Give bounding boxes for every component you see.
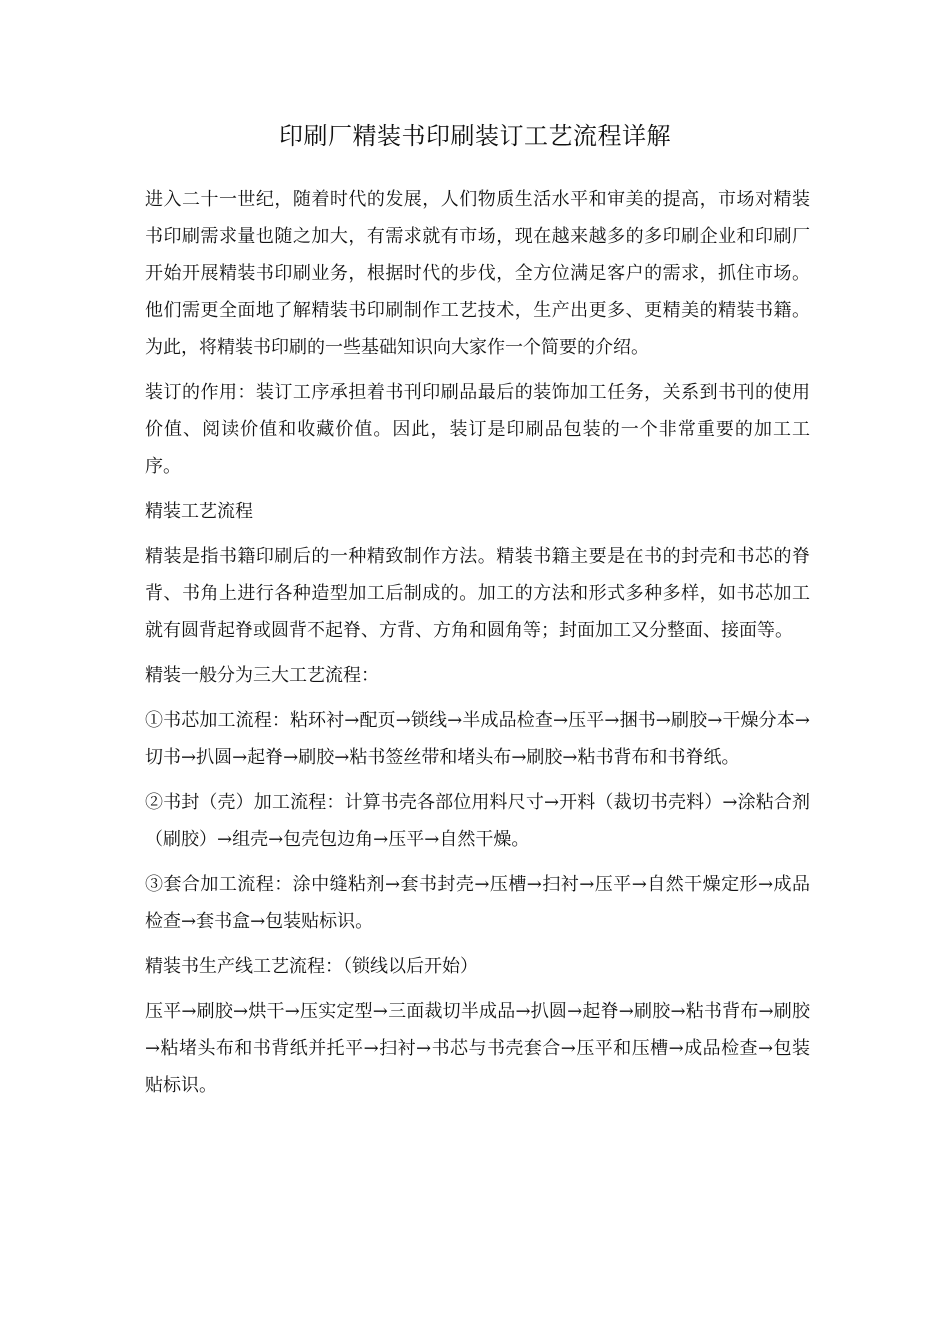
paragraph-intro: 进入二十一世纪，随着时代的发展，人们物质生活水平和审美的提高，市场对精装书印刷需求量也随之加大，有需求就有市场，现在越来越多的多印刷企业和印刷厂开始开展精装书印刷业务，根据时代的步伐，全方位满足客户的需求，抓住市场。他们需更全面地了解精装书印刷制作工艺技术，生产出更多、更精美的精装书籍。为此，将精装书印刷的一些基础知识向大家作一个简要的介绍。 bbox=[145, 189, 810, 358]
section-heading-process: 精装工艺流程 bbox=[145, 501, 253, 522]
paragraph-three-processes: 精装一般分为三大工艺流程： bbox=[145, 665, 379, 686]
paragraph-book-block-process: ①书芯加工流程：粘环衬→配页→锁线→半成品检查→压平→捆书→刷胶→干燥分本→切书→扒圆→起脊→刷胶→粘书签丝带和堵头布→刷胶→粘书背布和书脊纸。 bbox=[145, 710, 810, 768]
document-body bbox=[145, 181, 810, 1112]
paragraph-binding-role: 装订的作用：装订工序承担着书刊印刷品最后的装饰加工任务，关系到书刊的使用价值、阅读价值和收藏价值。因此，装订是印刷品包装的一个非常重要的加工工序。 bbox=[145, 382, 810, 477]
paragraph-production-line-flow: 压平→刷胶→烘干→压实定型→三面裁切半成品→扒圆→起脊→刷胶→粘书背布→刷胶→粘堵头布和书背纸并托平→扫衬→书芯与书壳套合→压平和压槽→成品检查→包装贴标识。 bbox=[145, 1001, 810, 1096]
document-title: 印刷厂精装书印刷装订工艺流程详解 bbox=[279, 122, 671, 150]
paragraph-cover-process: ②书封（壳）加工流程：计算书壳各部位用料尺寸→开料（裁切书壳料）→涂粘合剂（刷胶）→组壳→包壳包边角→压平→自然干燥。 bbox=[145, 792, 810, 850]
paragraph-hardcover-definition: 精装是指书籍印刷后的一种精致制作方法。精装书籍主要是在书的封壳和书芯的脊背、书角上进行各种造型加工后制成的。加工的方法和形式多种多样，如书芯加工就有圆背起脊或圆背不起脊、方背、方角和圆角等；封面加工又分整面、接面等。 bbox=[145, 546, 810, 641]
section-heading-production-line: 精装书生产线工艺流程：（锁线以后开始） bbox=[145, 956, 478, 977]
paragraph-casing-in-process: ③套合加工流程：涂中缝粘剂→套书封壳→压槽→扫衬→压平→自然干燥定形→成品检查→套书盒→包装贴标识。 bbox=[145, 874, 810, 932]
